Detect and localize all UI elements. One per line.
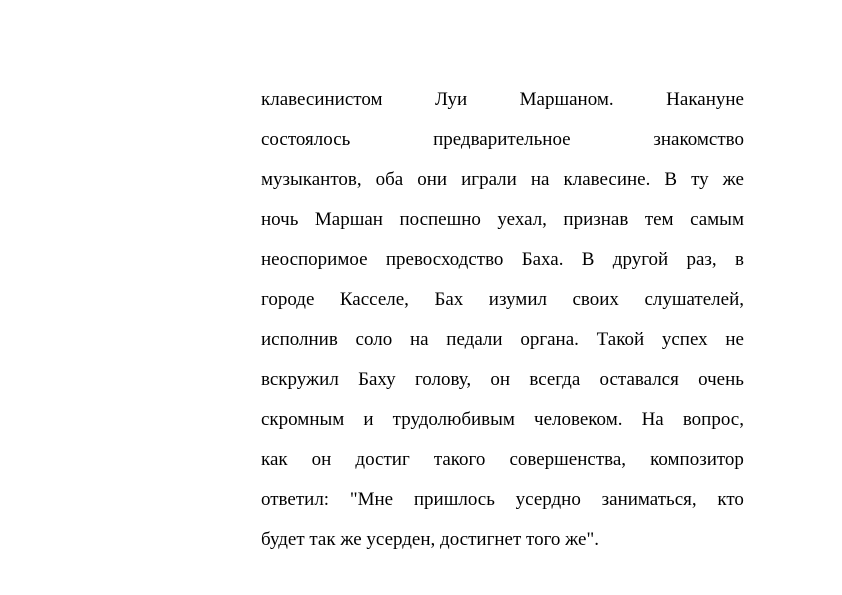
word: на — [409, 329, 429, 350]
word: вопрос, — [682, 409, 744, 430]
word: в — [734, 249, 744, 270]
word: "Мне — [349, 489, 394, 510]
word: он — [490, 369, 511, 390]
text-line — [261, 524, 744, 564]
word: Маршаном. — [519, 89, 614, 110]
word: Баха. — [521, 249, 564, 270]
word: изумил — [488, 289, 547, 310]
word: В — [581, 249, 595, 270]
word: пришлось — [413, 489, 495, 510]
word: кто — [717, 489, 744, 510]
word: предварительное — [433, 129, 571, 150]
word: оба — [375, 169, 404, 190]
text-line — [261, 204, 744, 244]
word: знакомство — [653, 129, 744, 150]
word: превосходство — [385, 249, 504, 270]
word: Маршан — [314, 209, 383, 230]
word: совершенства, — [509, 449, 627, 470]
text-line — [261, 124, 744, 164]
word: В — [664, 169, 678, 190]
word: музыкантов, — [261, 169, 362, 190]
word: исполнив — [261, 329, 338, 350]
word: достиг — [355, 449, 410, 470]
text-line — [261, 364, 744, 404]
word: заниматься, — [601, 489, 697, 510]
word: будет так же усерден, достигнет того же". — [261, 529, 599, 550]
word: Касселе, — [339, 289, 409, 310]
word: педали — [446, 329, 503, 350]
word: человеком. — [534, 409, 623, 430]
word: такого — [433, 449, 486, 470]
word: клавесинистом — [261, 89, 383, 110]
word: поспешно — [399, 209, 481, 230]
word: раз, — [686, 249, 717, 270]
word: тем — [644, 209, 674, 230]
word: ночь — [261, 209, 299, 230]
word: же — [722, 169, 744, 190]
paragraph — [261, 84, 744, 564]
text-line — [261, 324, 744, 364]
word: ту — [691, 169, 709, 190]
word: слушателей, — [644, 289, 744, 310]
word: очень — [698, 369, 744, 390]
word: состоялось — [261, 129, 351, 150]
text-line — [261, 84, 744, 124]
word: всегда — [529, 369, 581, 390]
word: играли — [461, 169, 517, 190]
word: органа. — [520, 329, 579, 350]
word: Луи — [435, 89, 468, 110]
text-line — [261, 404, 744, 444]
word: На — [641, 409, 664, 430]
word: Накануне — [666, 89, 744, 110]
word: композитор — [650, 449, 744, 470]
word: другой — [612, 249, 669, 270]
word: клавесине. — [563, 169, 651, 190]
word: голову, — [414, 369, 472, 390]
word: Бах — [434, 289, 464, 310]
word: вскружил — [261, 369, 339, 390]
word: Такой — [596, 329, 645, 350]
word: и — [363, 409, 374, 430]
word: они — [417, 169, 448, 190]
word: на — [530, 169, 550, 190]
word: усердно — [515, 489, 581, 510]
word: неоспоримое — [261, 249, 368, 270]
word: трудолюбивым — [392, 409, 515, 430]
text-line — [261, 284, 744, 324]
word: скромным — [261, 409, 345, 430]
word: он — [311, 449, 332, 470]
text-line — [261, 444, 744, 484]
text-line — [261, 484, 744, 524]
word: ответил: — [261, 489, 330, 510]
word: Баху — [358, 369, 396, 390]
text-line — [261, 244, 744, 284]
text-line — [261, 164, 744, 204]
word: успех — [661, 329, 708, 350]
word: не — [725, 329, 744, 350]
word: уехал, — [497, 209, 547, 230]
word: как — [261, 449, 288, 470]
word: городе — [261, 289, 315, 310]
word: соло — [355, 329, 393, 350]
word: признав — [563, 209, 629, 230]
word: оставался — [599, 369, 679, 390]
word: своих — [572, 289, 619, 310]
word: самым — [690, 209, 744, 230]
